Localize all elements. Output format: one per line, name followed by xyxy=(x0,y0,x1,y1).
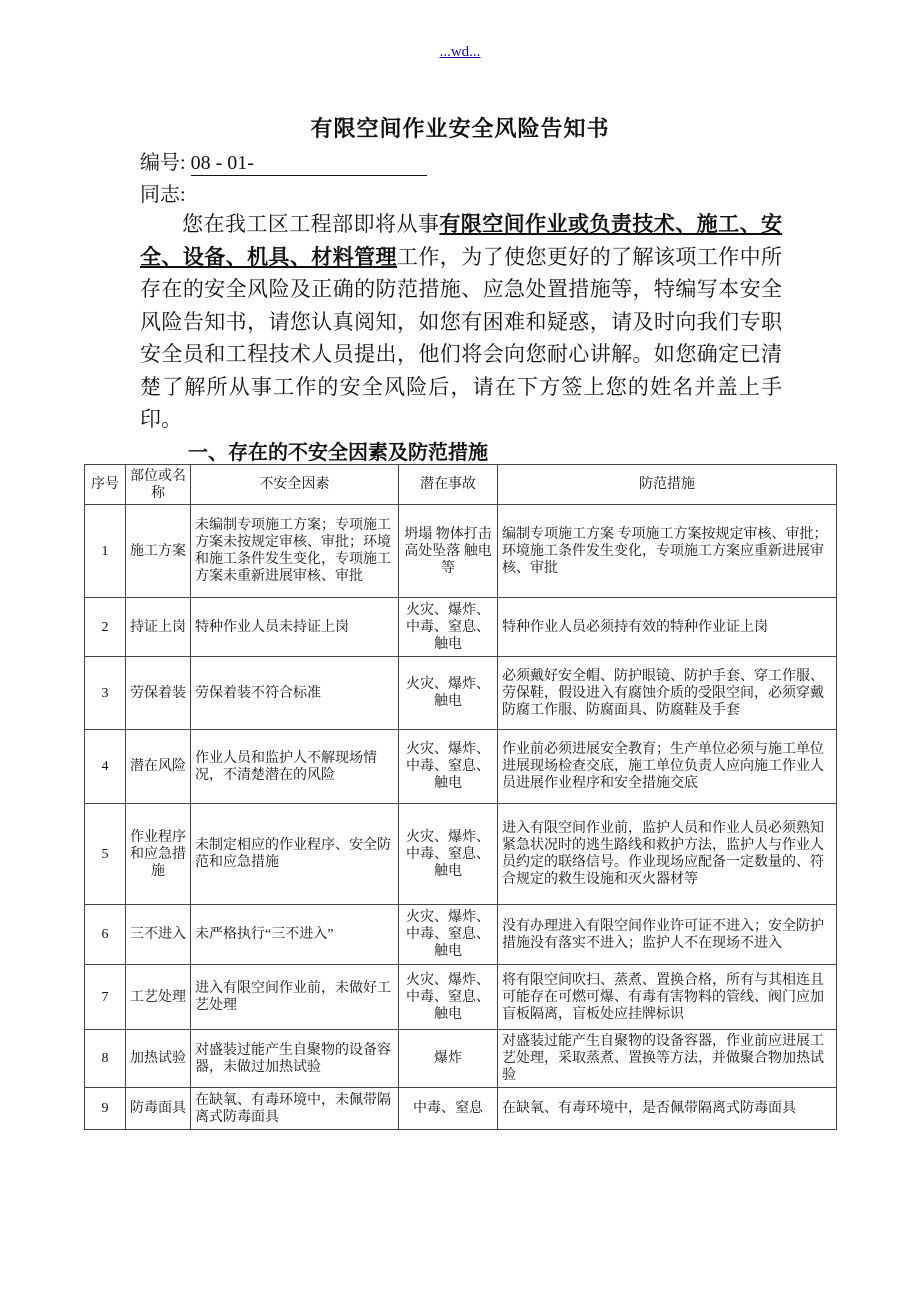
section-title: 一、存在的不安全因素及防范措施 xyxy=(188,442,488,464)
row-factor: 未编制专项施工方案；专项施工方案未按规定审核、审批；环境和施工条件发生变化，专项施工方案未重新进展审核、审批 xyxy=(191,505,399,598)
row-accident: 坍塌 物体打击 高处坠落 触电等 xyxy=(399,505,498,598)
row-part: 潜在风险 xyxy=(126,730,191,804)
row-number: 8 xyxy=(85,1030,126,1088)
intro-after: 工作，为了使您更好的了解该项工作中所存在的安全风险及正确的防范措施、应急处置措施等，特编写本安全风险告知书，请您认真阅知，如您有困难和疑惑，请及时向我们专职安全员和工程技术人员提出，他们将会向您耐心讲解。如您确定已清楚了解所从事工作的安全风险后，请在下方签上您的姓名并盖上手印。 xyxy=(140,244,783,431)
row-measure: 进入有限空间作业前，监护人员和作业人员必须熟知紧急状况时的逃生路线和救护方法，监护人与作业人员约定的联络信号。作业现场应配备一定数量的、符合规定的救生设施和灭火器材等 xyxy=(498,804,837,905)
row-accident: 火灾、爆炸、中毒、窒息、触电 xyxy=(399,730,498,804)
row-number: 3 xyxy=(85,657,126,730)
row-number: 2 xyxy=(85,598,126,657)
document-title: 有限空间作业安全风险告知书 xyxy=(310,116,610,141)
row-number: 6 xyxy=(85,905,126,965)
row-measure: 在缺氧、有毒环境中，是否佩带隔离式防毒面具 xyxy=(498,1088,837,1130)
row-factor: 作业人员和监护人不解现场情况，不清楚潜在的风险 xyxy=(191,730,399,804)
table-row xyxy=(85,505,837,598)
row-factor: 特种作业人员未持证上岗 xyxy=(191,598,399,657)
row-part: 持证上岗 xyxy=(126,598,191,657)
row-number: 4 xyxy=(85,730,126,804)
row-number: 1 xyxy=(85,505,126,598)
row-accident: 火灾、爆炸、中毒、窒息、触电 xyxy=(399,905,498,965)
number-label: 编号: xyxy=(140,152,186,174)
row-measure: 作业前必须进展安全教育；生产单位必须与施工单位进展现场检查交底，施工单位负责人应向施工作业人员进展作业程序和安全措施交底 xyxy=(498,730,837,804)
row-part: 加热试验 xyxy=(126,1030,191,1088)
document-number xyxy=(140,146,427,176)
table-row xyxy=(85,598,837,657)
row-factor: 未严格执行“三不进入” xyxy=(191,905,399,965)
table-row xyxy=(85,730,837,804)
table-row xyxy=(85,804,837,905)
header-no: 序号 xyxy=(85,465,126,505)
row-accident: 火灾、爆炸、触电 xyxy=(399,657,498,730)
row-part: 三不进入 xyxy=(126,905,191,965)
row-measure: 必须戴好安全帽、防护眼镜、防护手套、穿工作服、劳保鞋，假设进入有腐蚀介质的受限空间，必须穿戴防腐工作服、防腐面具、防腐鞋及手套 xyxy=(498,657,837,730)
header-accident: 潜在事故 xyxy=(399,465,498,505)
header-link-container xyxy=(0,44,920,61)
row-part: 工艺处理 xyxy=(126,965,191,1030)
header-part: 部位或名称 xyxy=(126,465,191,505)
row-accident: 火灾、爆炸、中毒、窒息、触电 xyxy=(399,598,498,657)
row-part: 防毒面具 xyxy=(126,1088,191,1130)
table-row xyxy=(85,1088,837,1130)
risk-table xyxy=(84,464,837,1130)
row-factor: 劳保着装不符合标准 xyxy=(191,657,399,730)
intro-paragraph xyxy=(140,208,782,436)
header-measure: 防范措施 xyxy=(498,465,837,505)
row-accident: 火灾、爆炸、中毒、窒息、触电 xyxy=(399,804,498,905)
intro-fill: 有限空间作业或负责技术、施工、安全、设备、机具、材料管理 xyxy=(140,212,783,269)
row-factor: 在缺氧、有毒环境中，未佩带隔离式防毒面具 xyxy=(191,1088,399,1130)
row-number: 7 xyxy=(85,965,126,1030)
row-part: 劳保着装 xyxy=(126,657,191,730)
table-row xyxy=(85,657,837,730)
row-measure: 特种作业人员必须持有效的特种作业证上岗 xyxy=(498,598,837,657)
row-part: 施工方案 xyxy=(126,505,191,598)
header-factor: 不安全因素 xyxy=(191,465,399,505)
number-value: 08 - 01- xyxy=(191,152,427,176)
row-accident: 中毒、窒息 xyxy=(399,1088,498,1130)
row-measure: 没有办理进入有限空间作业许可证不进入；安全防护措施没有落实不进入；监护人不在现场不进入 xyxy=(498,905,837,965)
row-factor: 进入有限空间作业前，未做好工艺处理 xyxy=(191,965,399,1030)
table-header-row xyxy=(85,465,837,505)
row-accident: 火灾、爆炸、中毒、窒息、触电 xyxy=(399,965,498,1030)
row-factor: 未制定相应的作业程序、安全防范和应急措施 xyxy=(191,804,399,905)
row-measure: 将有限空间吹扫、蒸煮、置换合格，所有与其相连且可能存在可燃可爆、有毒有害物料的管线、阀门应加盲板隔离，盲板处应挂牌标识 xyxy=(498,965,837,1030)
header-link[interactable]: ...wd... xyxy=(439,44,481,60)
row-number: 9 xyxy=(85,1088,126,1130)
row-factor: 对盛装过能产生自聚物的设备容器，未做过加热试验 xyxy=(191,1030,399,1088)
row-measure: 对盛装过能产生自聚物的设备容器，作业前应进展工艺处理，采取蒸煮、置换等方法，并做聚合物加热试验 xyxy=(498,1030,837,1088)
salutation: 同志: xyxy=(140,184,186,206)
table-row xyxy=(85,905,837,965)
row-accident: 爆炸 xyxy=(399,1030,498,1088)
row-part: 作业程序和应急措施 xyxy=(126,804,191,905)
row-measure: 编制专项施工方案 专项施工方案按规定审核、审批；环境施工条件发生变化，专项施工方案应重新进展审核、审批 xyxy=(498,505,837,598)
table-row xyxy=(85,965,837,1030)
intro-before: 您在我工区工程部即将从事 xyxy=(182,212,440,236)
row-number: 5 xyxy=(85,804,126,905)
table-row xyxy=(85,1030,837,1088)
